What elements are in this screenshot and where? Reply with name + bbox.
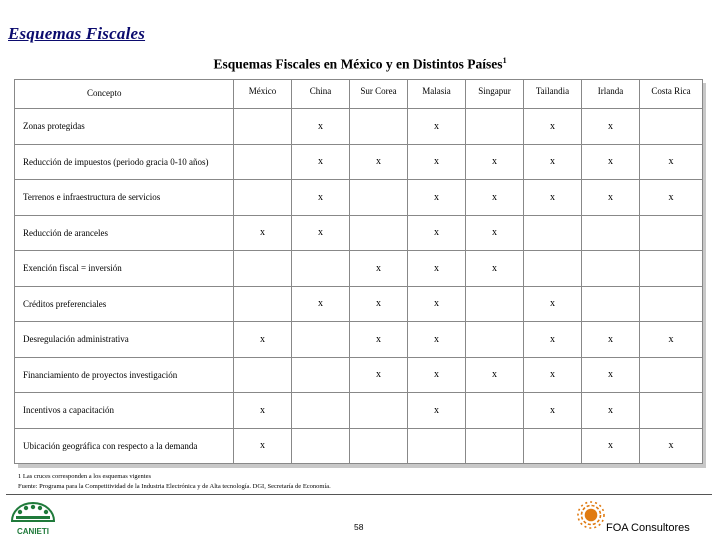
table-cell-mark bbox=[582, 215, 640, 251]
table-cell-mark: x bbox=[582, 144, 640, 180]
table-cell-mark: x bbox=[408, 251, 466, 287]
table-cell-mark: x bbox=[466, 357, 524, 393]
row-concept-label: Reducción de aranceles bbox=[15, 215, 234, 251]
table-title bbox=[0, 56, 720, 73]
table-cell-mark: x bbox=[234, 215, 292, 251]
row-concept-label: Desregulación administrativa bbox=[15, 322, 234, 358]
table-cell-mark: x bbox=[408, 357, 466, 393]
row-concept-label: Reducción de impuestos (periodo gracia 0-10 años) bbox=[15, 144, 234, 180]
table-cell-mark: x bbox=[640, 322, 703, 358]
table-cell-mark: x bbox=[524, 357, 582, 393]
table-cell-mark bbox=[640, 109, 703, 145]
page-number: 58 bbox=[354, 522, 364, 532]
table-title-text: Esquemas Fiscales en México y en Distintos Países bbox=[213, 56, 503, 72]
row-concept-label: Ubicación geográfica con respecto a la demanda bbox=[15, 428, 234, 464]
table-header-row bbox=[15, 80, 703, 109]
table-cell-mark: x bbox=[350, 286, 408, 322]
table-title-footnote-ref: 1 bbox=[502, 56, 507, 65]
table-cell-mark: x bbox=[582, 109, 640, 145]
table-cell-mark: x bbox=[524, 393, 582, 429]
row-concept-label: Incentivos a capacitación bbox=[15, 393, 234, 429]
column-header: Costa Rica bbox=[640, 80, 703, 109]
table-row bbox=[15, 428, 703, 464]
table-cell-mark bbox=[350, 109, 408, 145]
row-concept-label: Financiamiento de proyectos investigación bbox=[15, 357, 234, 393]
table-cell-mark: x bbox=[292, 144, 350, 180]
slide-title: Esquemas Fiscales bbox=[8, 24, 146, 43]
footnote-line-1: 1 Las cruces corresponden a los esquemas vigentes bbox=[18, 473, 152, 480]
table-cell-mark bbox=[640, 357, 703, 393]
concept-column-header: Concepto bbox=[15, 80, 234, 109]
table-cell-mark bbox=[350, 393, 408, 429]
table-cell-mark: x bbox=[640, 428, 703, 464]
table-cell-mark bbox=[292, 428, 350, 464]
table-cell-mark: x bbox=[350, 357, 408, 393]
column-header: China bbox=[292, 80, 350, 109]
table-cell-mark: x bbox=[466, 144, 524, 180]
table-cell-mark: x bbox=[466, 251, 524, 287]
table-cell-mark: x bbox=[640, 144, 703, 180]
table-cell-mark: x bbox=[234, 428, 292, 464]
table-cell-mark bbox=[234, 144, 292, 180]
table-cell-mark bbox=[234, 357, 292, 393]
table-cell-mark bbox=[524, 215, 582, 251]
table-cell-mark bbox=[466, 428, 524, 464]
table-cell-mark bbox=[466, 393, 524, 429]
foa-sun-icon bbox=[576, 500, 606, 530]
table-cell-mark bbox=[408, 428, 466, 464]
table-cell-mark bbox=[582, 251, 640, 287]
table-row bbox=[15, 180, 703, 216]
table-row bbox=[15, 322, 703, 358]
table-cell-mark bbox=[292, 251, 350, 287]
table-row bbox=[15, 357, 703, 393]
table-cell-mark bbox=[292, 322, 350, 358]
fiscal-schemes-table bbox=[14, 79, 703, 464]
table-cell-mark: x bbox=[524, 322, 582, 358]
table-cell-mark bbox=[466, 109, 524, 145]
table-cell-mark bbox=[234, 109, 292, 145]
canieti-logo bbox=[8, 499, 58, 539]
table-body bbox=[15, 109, 703, 464]
table-cell-mark bbox=[292, 357, 350, 393]
table-cell-mark bbox=[524, 428, 582, 464]
table-cell-mark: x bbox=[408, 144, 466, 180]
column-header: Irlanda bbox=[582, 80, 640, 109]
table-cell-mark bbox=[292, 393, 350, 429]
footer-divider bbox=[6, 494, 712, 495]
table-row bbox=[15, 215, 703, 251]
column-header: Sur Corea bbox=[350, 80, 408, 109]
table-cell-mark: x bbox=[524, 180, 582, 216]
table-cell-mark: x bbox=[524, 144, 582, 180]
table-cell-mark: x bbox=[582, 357, 640, 393]
table-cell-mark: x bbox=[350, 322, 408, 358]
canieti-logo-text: CANIETI bbox=[17, 527, 49, 536]
table-cell-mark: x bbox=[582, 428, 640, 464]
row-concept-label: Créditos preferenciales bbox=[15, 286, 234, 322]
table-cell-mark: x bbox=[350, 144, 408, 180]
table-row bbox=[15, 144, 703, 180]
table-cell-mark bbox=[582, 286, 640, 322]
table-cell-mark: x bbox=[408, 286, 466, 322]
table-cell-mark bbox=[640, 393, 703, 429]
table-cell-mark: x bbox=[640, 180, 703, 216]
table-cell-mark: x bbox=[466, 180, 524, 216]
column-header: México bbox=[234, 80, 292, 109]
table-cell-mark: x bbox=[582, 322, 640, 358]
table-cell-mark bbox=[640, 215, 703, 251]
table-cell-mark: x bbox=[292, 215, 350, 251]
table-cell-mark bbox=[640, 286, 703, 322]
fiscal-schemes-table-container bbox=[14, 79, 702, 464]
table-cell-mark: x bbox=[582, 180, 640, 216]
table-cell-mark bbox=[466, 286, 524, 322]
row-concept-label: Zonas protegidas bbox=[15, 109, 234, 145]
table-cell-mark: x bbox=[408, 322, 466, 358]
column-header: Malasia bbox=[408, 80, 466, 109]
table-cell-mark: x bbox=[524, 109, 582, 145]
table-row bbox=[15, 251, 703, 287]
table-cell-mark: x bbox=[350, 251, 408, 287]
table-cell-mark: x bbox=[292, 109, 350, 145]
table-cell-mark bbox=[640, 251, 703, 287]
table-cell-mark: x bbox=[292, 286, 350, 322]
table-cell-mark: x bbox=[524, 286, 582, 322]
table-cell-mark: x bbox=[408, 109, 466, 145]
table-cell-mark: x bbox=[408, 215, 466, 251]
footnote bbox=[18, 472, 331, 491]
table-cell-mark: x bbox=[234, 393, 292, 429]
column-header: Singapur bbox=[466, 80, 524, 109]
table-row bbox=[15, 286, 703, 322]
table-cell-mark: x bbox=[466, 215, 524, 251]
table-cell-mark bbox=[234, 251, 292, 287]
table-cell-mark bbox=[350, 180, 408, 216]
footnote-source: Fuente: Programa para la Competitividad de la Industria Electrónica y de Alta tecnología. DGI, Secretaría de Economía. bbox=[18, 482, 331, 490]
table-cell-mark: x bbox=[292, 180, 350, 216]
row-concept-label: Terrenos e infraestructura de servicios bbox=[15, 180, 234, 216]
row-concept-label: Exención fiscal = inversión bbox=[15, 251, 234, 287]
table-cell-mark bbox=[524, 251, 582, 287]
table-cell-mark bbox=[350, 428, 408, 464]
table-row bbox=[15, 109, 703, 145]
table-cell-mark: x bbox=[234, 322, 292, 358]
table-cell-mark bbox=[350, 215, 408, 251]
column-header: Tailandia bbox=[524, 80, 582, 109]
table-cell-mark bbox=[466, 322, 524, 358]
table-cell-mark: x bbox=[408, 393, 466, 429]
table-cell-mark bbox=[234, 180, 292, 216]
table-cell-mark: x bbox=[408, 180, 466, 216]
foa-consultores-brand: FOA Consultores bbox=[606, 522, 690, 534]
table-row bbox=[15, 393, 703, 429]
table-cell-mark: x bbox=[582, 393, 640, 429]
table-cell-mark bbox=[234, 286, 292, 322]
